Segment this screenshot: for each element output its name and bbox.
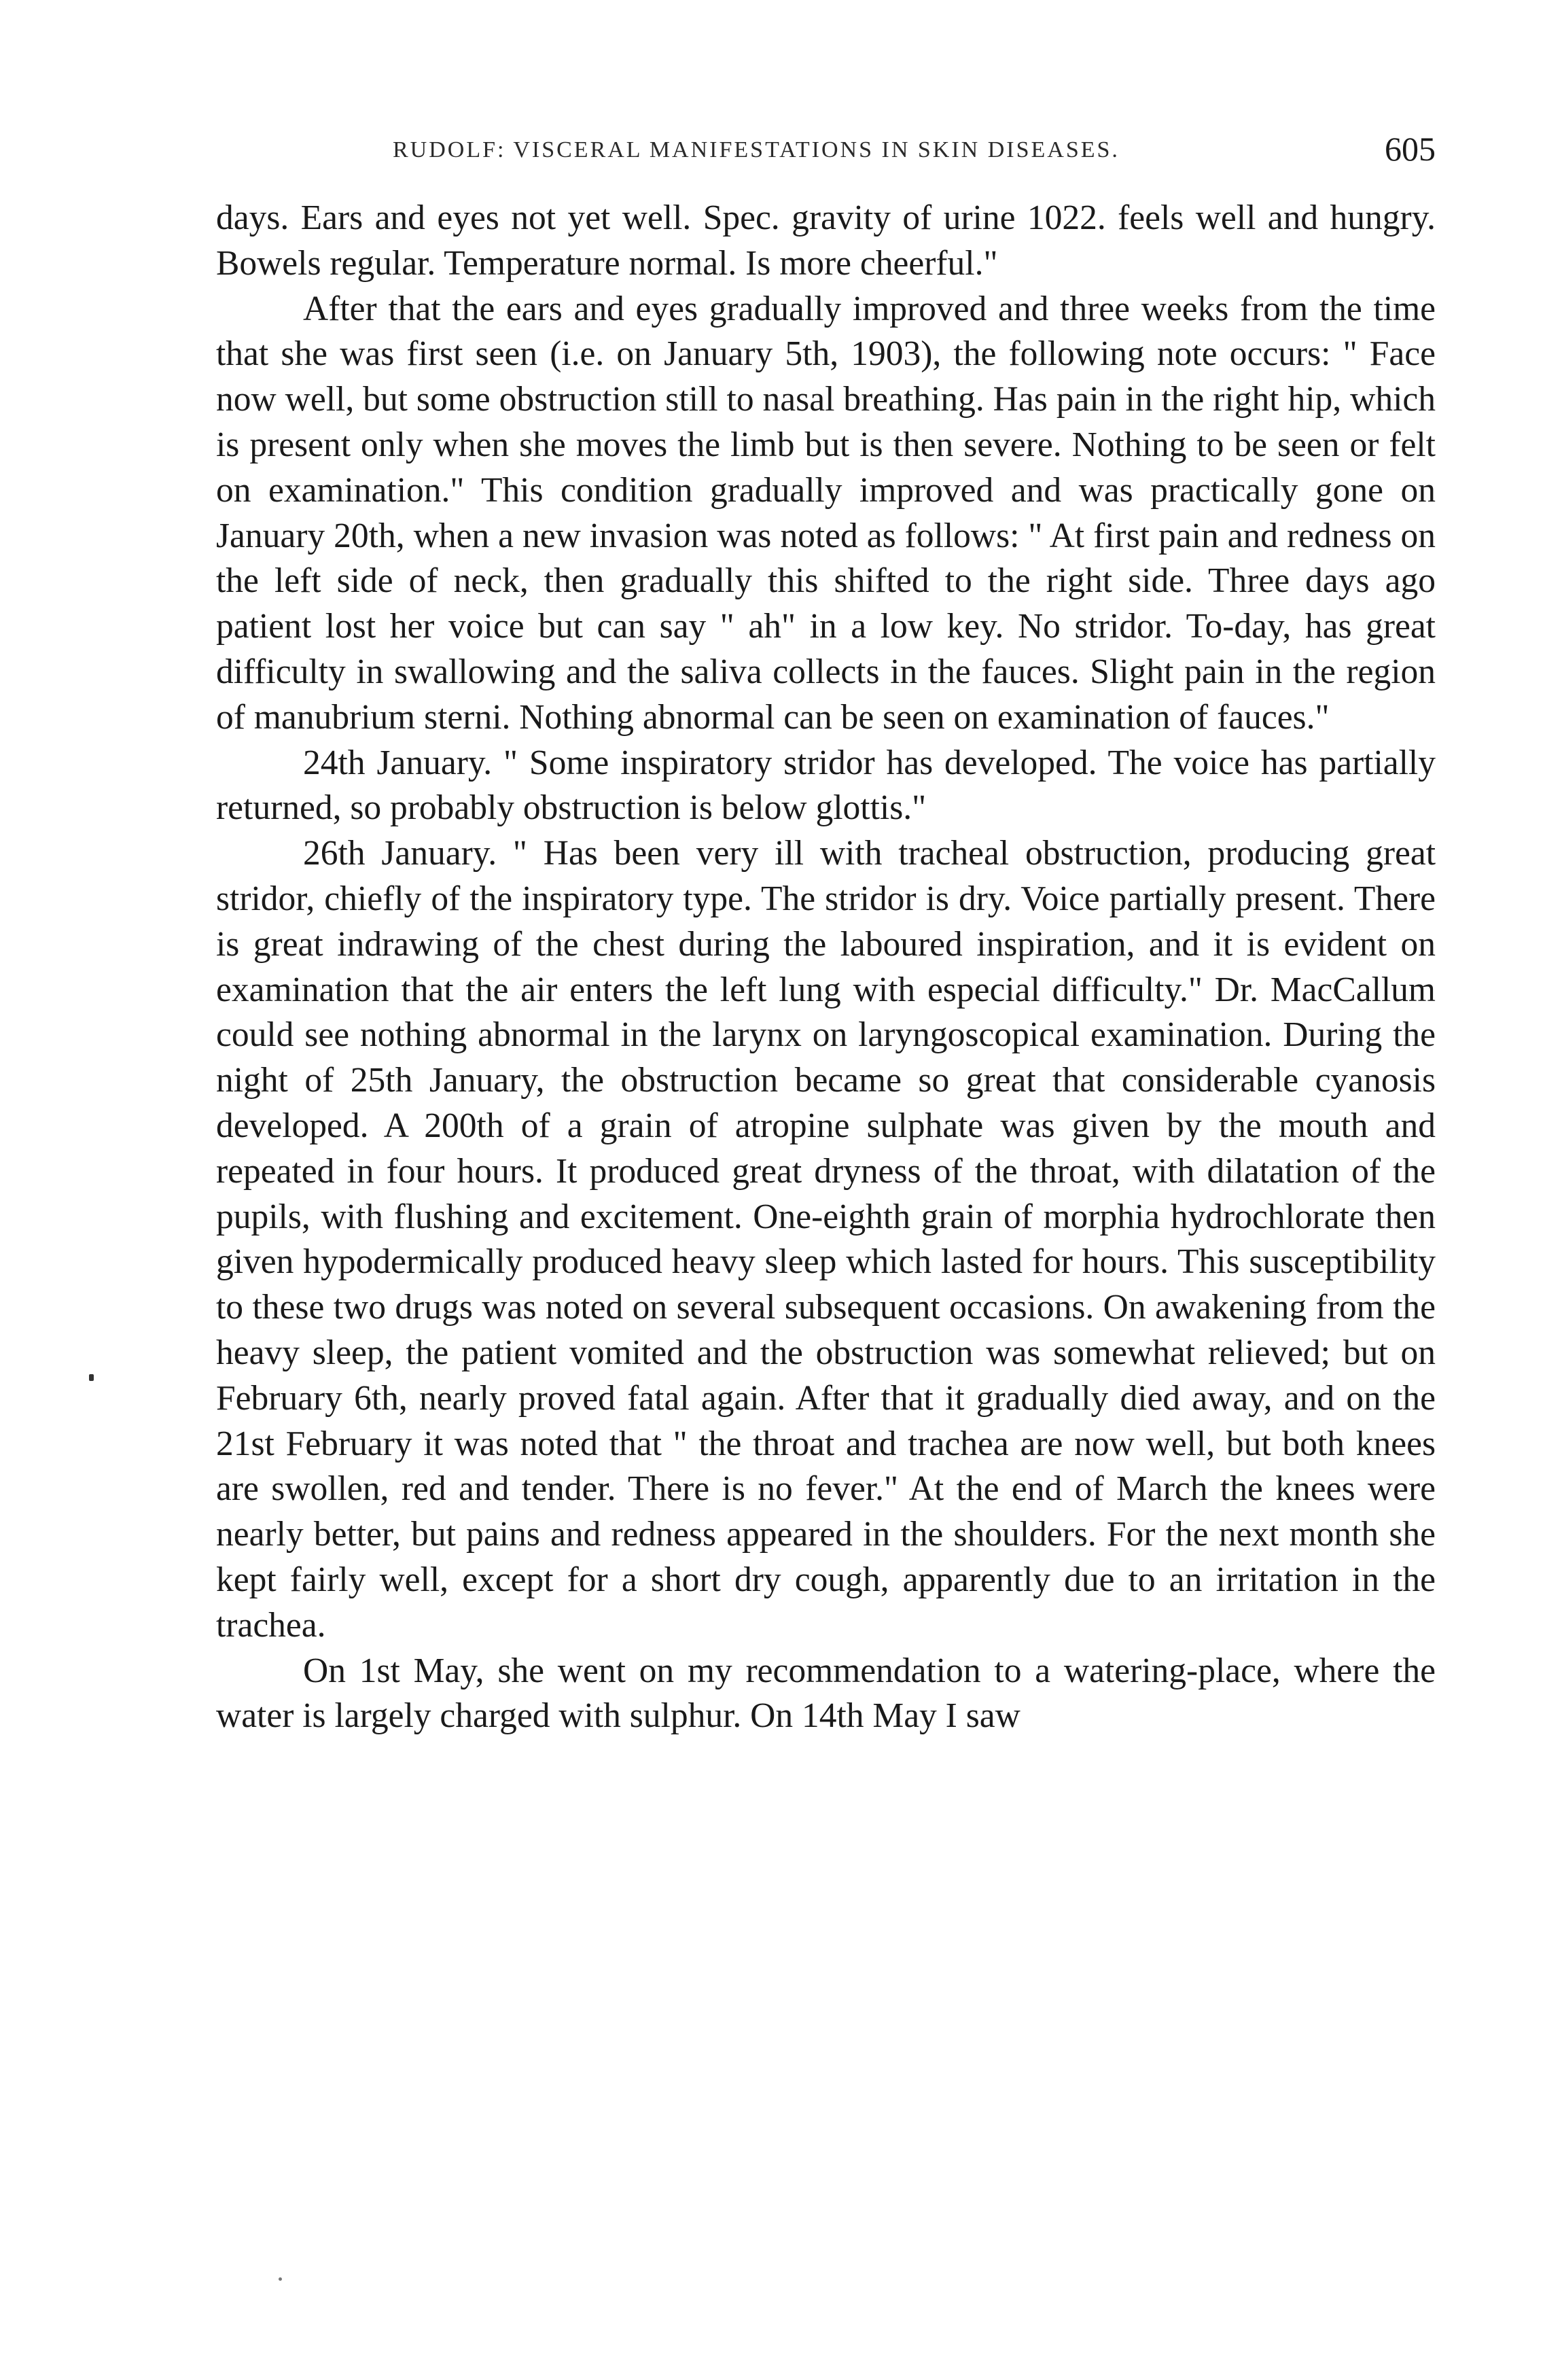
- paragraph: On 1st May, she went on my recommendation to a watering-place, where the water is largely charged with sulphur. On 14th May I saw: [216, 1651, 1436, 1736]
- paragraph-continued: days. Ears and eyes not yet well. Spec. gravity of urine 1022. feels well and hungry. Bowels regular. Temperature normal. Is more cheerful.": [216, 198, 1436, 283]
- stray-mark: [279, 2277, 282, 2281]
- page-number: 605: [1385, 130, 1436, 168]
- margin-mark: [89, 1374, 94, 1381]
- paragraph: 24th January. " Some inspiratory stridor has developed. The voice has partially returned, so probably obstruction is below glottis.": [216, 743, 1436, 828]
- body-text: [216, 196, 1436, 1739]
- paragraph: After that the ears and eyes gradually improved and three weeks from the time that she was first seen (i.e. on January 5th, 1903), the following note occurs: " Face now well, but some obstruction still to nasal breathing. Has pain in the right hip, which is present only when she moves the limb but is then severe. Nothing to be seen or felt on examination." This condition gradually improved and was practically gone on January 20th, when a new invasion was noted as follows: " At first pain and redness on the left side of neck, then gradually this shifted to the right side. Three days ago patient lost her voice but can say " ah" in a low key. No stridor. To-day, has great difficulty in swallowing and the saliva collects in the fauces. Slight pain in the region of manubrium sterni. Nothing abnormal can be seen on examination of fauces.": [216, 289, 1436, 737]
- running-title: RUDOLF: VISCERAL MANIFESTATIONS IN SKIN DISEASES.: [393, 137, 1120, 162]
- paragraph: 26th January. " Has been very ill with tracheal obstruction, producing great stridor, chiefly of the inspiratory type. The stridor is dry. Voice partially present. There is great indrawing of the chest during the laboured inspiration, and it is evident on examination that the air enters the left lung with especial difficulty." Dr. MacCallum could see nothing abnormal in the larynx on laryngoscopical examination. During the night of 25th January, the obstruction became so great that considerable cyanosis developed. A 200th of a grain of atropine sulphate was given by the mouth and repeated in four hours. It produced great dryness of the throat, with dilatation of the pupils, with flushing and excitement. One-eighth grain of morphia hydrochlorate then given hypodermically produced heavy sleep which lasted for hours. This susceptibility to these two drugs was noted on several subsequent occasions. On awakening from the heavy sleep, the patient vomited and the obstruction was somewhat relieved; but on February 6th, nearly proved fatal again. After that it gradually died away, and on the 21st February it was noted that " the throat and trachea are now well, but both knees are swollen, red and tender. There is no fever." At the end of March the knees were nearly better, but pains and redness appeared in the shoulders. For the next month she kept fairly well, except for a short dry cough, apparently due to an irritation in the trachea.: [216, 834, 1436, 1645]
- running-head: [216, 129, 1436, 181]
- page: [216, 129, 1436, 1739]
